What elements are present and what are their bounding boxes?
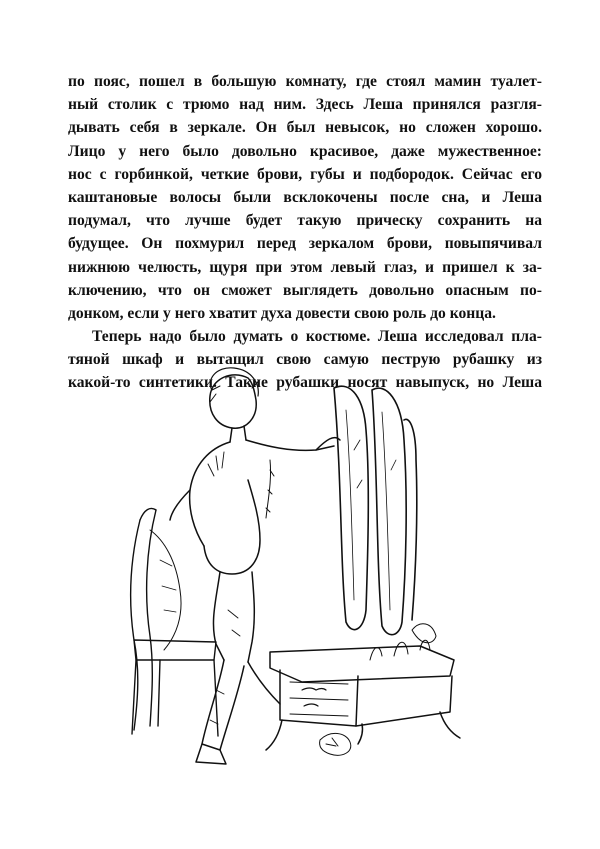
text-line: подумал, что лучше будет такую прическу сохранить на [68,212,542,230]
text-line: тяной шкаф и вытащил свою самую пеструю рубашку из [68,351,542,369]
chair-with-clothes [131,508,218,736]
text-line: Лицо у него было довольно красивое, даже мужественное: [68,142,542,160]
clothes-on-floor [320,733,351,755]
boy-at-mirror-illustration [120,360,480,780]
text-line: какой-то синтетики. Такие рубашки носят навыпуск, но Леша [68,374,542,392]
pen-sketch-boy-at-vanity-mirror-icon [120,360,480,780]
mirror-frame [334,386,417,634]
text-line: будущее. Он похмурил перед зеркалом брови, повыпячивал [68,235,542,253]
text-line: по пояс, пошел в большую комнату, где стоял мамин туалет- [68,73,542,90]
text-line: каштановые волосы были всклокочены после сна, и Леша [68,188,542,206]
text-line: нижнюю челюсть, щуря при этом левый глаз, и пришел к за- [68,258,542,276]
body-text [68,70,542,395]
text-line: донком, если у него хватит духа довести свою роль до конца. [68,304,496,322]
vanity-table [266,624,460,750]
text-line: Теперь надо было думать о костюме. Леша исследовал пла- [92,328,542,346]
text-line: ключению, что он сможет выглядеть довольно опасным по- [68,281,542,299]
text-line: ный столик с трюмо над ним. Здесь Леша принялся разгля- [68,96,542,114]
text-line: нос с горбинкой, четкие брови, губы и подбородок. Сейчас его [68,165,542,183]
text-line: дывать себя в зеркале. Он был невысок, но сложен хорошо. [68,119,542,137]
